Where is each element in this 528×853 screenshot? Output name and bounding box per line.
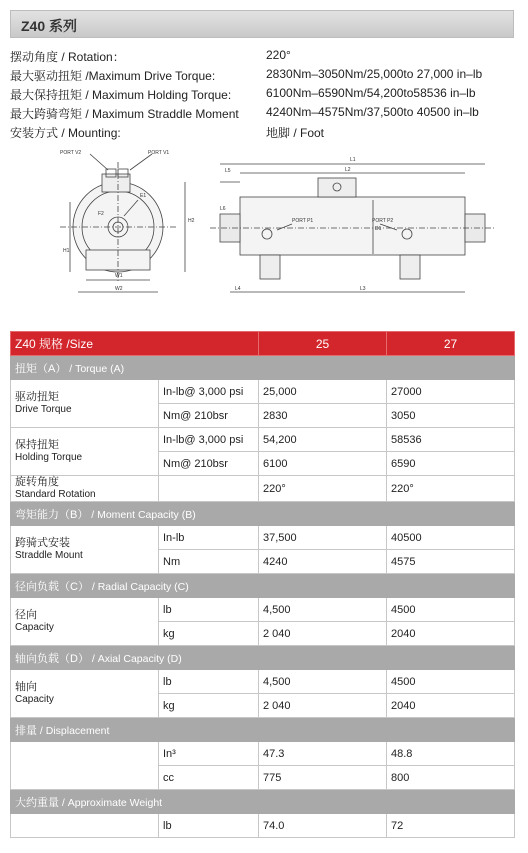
technical-drawing xyxy=(30,142,500,307)
section-weight xyxy=(11,790,515,814)
port-p2-label: PORT P2 xyxy=(372,218,394,224)
row-name xyxy=(11,598,159,646)
unit-cell xyxy=(159,476,259,502)
dim-w1: W1 xyxy=(115,273,123,279)
row-name-zh: 旋转角度 xyxy=(15,476,59,488)
table-row xyxy=(11,428,515,452)
row-name xyxy=(11,476,159,502)
spec-row-holding-torque xyxy=(10,84,514,103)
spec-value: 4240Nm–4575Nm/37,500to 40500 in–lb xyxy=(266,105,479,119)
port-v2-label: PORT V2 xyxy=(60,150,82,156)
section-displacement xyxy=(11,718,515,742)
unit-cell: In³ xyxy=(159,742,259,766)
row-name-zh: 跨骑式安装 xyxy=(15,537,70,549)
spec-label: 最大跨骑弯矩 / Maximum Straddle Moment xyxy=(10,107,239,121)
series-title-bar xyxy=(10,10,514,38)
value-25: 74.0 xyxy=(259,814,387,838)
dim-e1: E1 xyxy=(140,193,147,199)
unit-cell: lb xyxy=(159,598,259,622)
value-25: 4,500 xyxy=(259,670,387,694)
value-27: 2040 xyxy=(387,622,515,646)
value-25: 220° xyxy=(259,476,387,502)
series-title: Z40 系列 xyxy=(21,18,78,34)
value-25: 2 040 xyxy=(259,622,387,646)
port-v1-label: PORT V1 xyxy=(148,150,170,156)
section-zh: 大约重量 xyxy=(15,796,59,809)
spec-row-rotation xyxy=(10,46,514,65)
value-27: 6590 xyxy=(387,452,515,476)
unit-cell: Nm@ 210bsr xyxy=(159,452,259,476)
value-27: 4500 xyxy=(387,670,515,694)
size-25: 25 xyxy=(259,332,387,356)
spec-row-drive-torque xyxy=(10,65,514,84)
value-25: 37,500 xyxy=(259,526,387,550)
row-name xyxy=(11,428,159,476)
value-25: 6100 xyxy=(259,452,387,476)
section-moment xyxy=(11,502,515,526)
spec-label: 最大保持扭矩 / Maximum Holding Torque: xyxy=(10,88,232,102)
table-row xyxy=(11,476,515,502)
row-name xyxy=(11,814,159,838)
value-27: 27000 xyxy=(387,380,515,404)
port-p1-label: PORT P1 xyxy=(292,218,314,224)
value-27: 2040 xyxy=(387,694,515,718)
value-25: 2 040 xyxy=(259,694,387,718)
row-name-en: Capacity xyxy=(15,622,54,633)
row-name-en: Capacity xyxy=(15,694,54,705)
section-axial xyxy=(11,646,515,670)
row-name-zh: 保持扭矩 xyxy=(15,439,59,451)
spec-row-mounting xyxy=(10,122,514,141)
value-25: 775 xyxy=(259,766,387,790)
section-radial xyxy=(11,574,515,598)
spec-row-straddle-moment xyxy=(10,103,514,122)
table-row xyxy=(11,742,515,766)
unit-cell: lb xyxy=(159,814,259,838)
spec-list xyxy=(10,46,514,141)
table-row xyxy=(11,380,515,404)
spec-label: 摆动角度 / Rotation： xyxy=(10,50,125,64)
spec-value: 地脚 / Foot xyxy=(266,126,325,140)
section-en: / Axial Capacity (D) xyxy=(88,652,182,665)
section-en: / Approximate Weight xyxy=(59,796,163,809)
value-27: 58536 xyxy=(387,428,515,452)
row-name-en: Straddle Mount xyxy=(15,550,83,561)
spec-table xyxy=(10,331,515,838)
unit-cell: Nm@ 210bsr xyxy=(159,404,259,428)
unit-cell: In-lb@ 3,000 psi xyxy=(159,428,259,452)
value-25: 4240 xyxy=(259,550,387,574)
unit-cell: In-lb xyxy=(159,526,259,550)
dim-h2: H2 xyxy=(188,218,195,224)
value-27: 800 xyxy=(387,766,515,790)
value-27: 3050 xyxy=(387,404,515,428)
section-zh: 弯矩能力（B） xyxy=(15,508,89,521)
value-25: 47.3 xyxy=(259,742,387,766)
table-row xyxy=(11,598,515,622)
row-name-zh: 驱动扭矩 xyxy=(15,391,59,403)
dim-l5: L5 xyxy=(225,168,231,174)
row-name xyxy=(11,526,159,574)
unit-cell: In-lb@ 3,000 psi xyxy=(159,380,259,404)
unit-cell: kg xyxy=(159,622,259,646)
spec-value: 6100Nm–6590Nm/54,200to58536 in–lb xyxy=(266,86,476,100)
unit-cell: cc xyxy=(159,766,259,790)
value-27: 72 xyxy=(387,814,515,838)
dim-d1: D1 xyxy=(375,226,382,232)
section-zh: 扭矩（A） xyxy=(15,362,67,375)
section-zh: 排量 xyxy=(15,724,37,737)
section-en: / Radial Capacity (C) xyxy=(88,580,189,593)
dim-l2: L2 xyxy=(345,167,351,173)
dim-l1: L1 xyxy=(350,157,356,163)
value-27: 4500 xyxy=(387,598,515,622)
end-view xyxy=(60,154,185,292)
section-en: / Torque (A) xyxy=(66,362,125,375)
unit-cell: lb xyxy=(159,670,259,694)
row-name-en: Holding Torque xyxy=(15,452,83,463)
value-27: 40500 xyxy=(387,526,515,550)
section-zh: 径向负载（C） xyxy=(15,580,89,593)
dim-f2: F2 xyxy=(98,211,104,217)
value-27: 220° xyxy=(387,476,515,502)
section-en: / Displacement xyxy=(37,724,110,737)
table-row xyxy=(11,526,515,550)
section-zh: 轴向负载（D） xyxy=(15,652,89,665)
spec-label: 最大驱动扭矩 /Maximum Drive Torque: xyxy=(10,69,216,83)
size-27: 27 xyxy=(387,332,515,356)
dim-w2: W2 xyxy=(115,286,123,292)
side-view xyxy=(210,164,495,292)
row-name xyxy=(11,742,159,790)
value-27: 4575 xyxy=(387,550,515,574)
value-25: 4,500 xyxy=(259,598,387,622)
row-name xyxy=(11,670,159,718)
unit-cell: kg xyxy=(159,694,259,718)
spec-label: 安装方式 / Mounting: xyxy=(10,126,121,140)
dim-l6: L6 xyxy=(220,206,226,212)
value-25: 25,000 xyxy=(259,380,387,404)
unit-cell: Nm xyxy=(159,550,259,574)
table-row xyxy=(11,814,515,838)
dim-h1: H1 xyxy=(63,248,70,254)
row-name-en: Standard Rotation xyxy=(15,489,96,500)
row-name-en: Drive Torque xyxy=(15,404,72,415)
value-25: 54,200 xyxy=(259,428,387,452)
table-row xyxy=(11,670,515,694)
table-header xyxy=(11,332,515,356)
spec-value: 220° xyxy=(266,48,291,62)
dim-l3: L3 xyxy=(360,286,366,292)
row-name xyxy=(11,380,159,428)
row-name-zh: 轴向 xyxy=(15,681,37,693)
dim-l4: L4 xyxy=(235,286,241,292)
size-label: Z40 规格 /Size xyxy=(11,332,259,356)
section-torque xyxy=(11,356,515,380)
row-name-zh: 径向 xyxy=(15,609,37,621)
value-25: 2830 xyxy=(259,404,387,428)
value-27: 48.8 xyxy=(387,742,515,766)
spec-value: 2830Nm–3050Nm/25,000to 27,000 in–lb xyxy=(266,67,483,81)
section-en: / Moment Capacity (B) xyxy=(88,508,196,521)
